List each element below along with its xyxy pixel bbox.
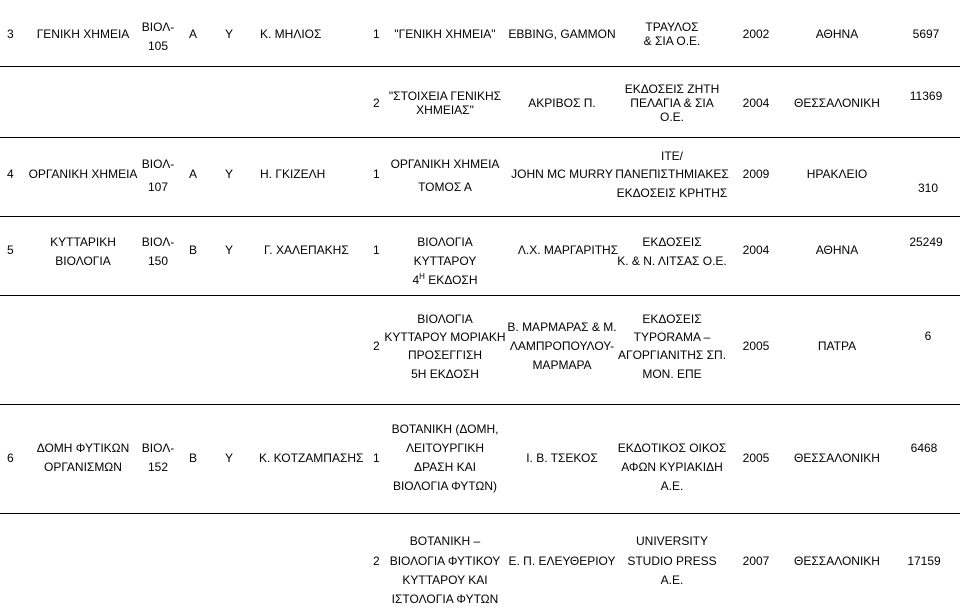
book-edition <box>412 273 477 287</box>
book-year: 2004 <box>742 243 770 257</box>
book-title: ΚΥΤΤΑΡΟΥ ΜΟΡΙΑΚΗ <box>384 330 506 344</box>
book-publisher: ΙΤΕ/ <box>660 149 684 163</box>
book-title: ΒΙΟΛΟΓΙΑ <box>417 312 473 326</box>
book-publisher: ΕΚΔΟΣΕΙΣ <box>642 235 702 249</box>
book-title: ΒΙΟΛΟΓΙΑ ΦΥΤΩΝ) <box>392 479 498 493</box>
course-number: 5 <box>7 243 14 257</box>
course-type: Υ <box>225 27 234 41</box>
book-publisher: ΕΚΔΟΣΕΙΣ <box>642 312 702 326</box>
book-author: Ε. Π. ΕΛΕΥΘΕΡΙΟΥ <box>508 554 616 568</box>
book-index: 1 <box>373 27 380 41</box>
book-city: ΘΕΣΣΑΛΟΝΙΚΗ <box>794 96 880 110</box>
course-number: 6 <box>7 451 14 465</box>
book-title: ΚΥΤΤΑΡΟΥ <box>413 254 477 268</box>
row-divider <box>0 404 960 405</box>
course-semester: Β <box>189 451 198 465</box>
book-publisher: ΕΚΔΟΣΕΙΣ ΖΗΤΗ <box>624 82 720 96</box>
book-publisher: & ΣΙΑ Ο.Ε. <box>643 34 701 48</box>
row-divider <box>0 216 960 217</box>
book-title: ΛΕΙΤΟΥΡΓΙΚΗ <box>405 441 485 455</box>
book-publisher: UNIVERSITY <box>635 534 709 548</box>
book-publisher: ΕΚΔΟΤΙΚΟΣ ΟΙΚΟΣ <box>617 441 727 455</box>
book-author: ΑΚΡΙΒΟΣ Π. <box>528 96 596 110</box>
book-year: 2007 <box>742 554 770 568</box>
book-title: ΠΡΟΣΕΓΓΙΣΗ <box>407 348 483 362</box>
book-id: 11369 <box>909 89 943 103</box>
course-semester: Β <box>189 243 198 257</box>
book-title: ΒΟΤΑΝΙΚΗ (ΔΟΜΗ, <box>391 422 499 436</box>
book-city: ΠΑΤΡΑ <box>817 339 857 353</box>
book-city: ΗΡΑΚΛΕΙΟ <box>806 167 868 181</box>
book-title: "ΓΕΝΙΚΗ ΧΗΜΕΙΑ" <box>394 27 496 41</box>
book-publisher: Α.Ε. <box>660 479 684 493</box>
book-publisher: STUDIO PRESS <box>627 554 717 568</box>
book-author: Β. ΜΑΡΜΑΡΑΣ & Μ. <box>507 320 617 334</box>
course-subject: ΓΕΝΙΚΗ ΧΗΜΕΙΑ <box>36 27 130 41</box>
edition-superscript: Η <box>419 272 425 281</box>
book-author: ΜΑΡΜΑΡΑ <box>532 358 592 372</box>
book-year: 2004 <box>742 96 770 110</box>
book-publisher: Κ. & Ν. ΛΙΤΣΑΣ Ο.Ε. <box>617 254 727 268</box>
book-title: ΚΥΤΤΑΡΟΥ ΚΑΙ <box>402 573 488 587</box>
book-id: 6468 <box>910 441 938 455</box>
edition-label: ΕΚΔΟΣΗ <box>428 273 478 287</box>
row-divider <box>0 66 960 67</box>
course-subject: ΟΡΓΑΝΙΣΜΩΝ <box>44 460 122 474</box>
book-author: Ι. Β. ΤΣΕΚΟΣ <box>526 451 598 465</box>
book-year: 2005 <box>742 339 770 353</box>
book-publisher: ΑΦΩΝ ΚΥΡΙΑΚΙΔΗ <box>621 460 723 474</box>
book-index: 1 <box>373 451 380 465</box>
book-title: ΟΡΓΑΝΙΚΗ ΧΗΜΕΙΑ <box>390 157 500 171</box>
book-title: ΒΙΟΛΟΓΙΑ ΦΥΤΙΚΟΥ <box>389 554 501 568</box>
course-code-number: 150 <box>147 254 169 268</box>
course-semester: Α <box>189 167 198 181</box>
book-id: 25249 <box>909 235 943 249</box>
book-author: EBBING, GAMMON <box>508 27 616 41</box>
book-id: 6 <box>924 329 932 343</box>
course-semester: Α <box>189 27 198 41</box>
course-code-number: 152 <box>147 460 169 474</box>
edition-number: 4 <box>412 273 420 287</box>
book-index: 2 <box>373 339 380 353</box>
book-title: 5Η ΕΚΔΟΣΗ <box>411 367 479 381</box>
book-index: 2 <box>373 554 380 568</box>
book-publisher: ΜΟΝ. ΕΠΕ <box>642 367 702 381</box>
course-code: ΒΙΟΛ- <box>141 235 175 249</box>
book-publisher: ΠΕΛΑΓΙΑ & ΣΙΑ <box>630 96 714 110</box>
course-teacher: Γ. ΧΑΛΕΠΑΚΗΣ <box>264 243 349 257</box>
book-author: JOHN MC MURRY <box>511 167 613 181</box>
row-divider <box>0 295 960 296</box>
book-index: 1 <box>373 243 380 257</box>
book-title: ΧΗΜΕΙΑΣ" <box>416 103 474 117</box>
course-teacher: Κ. ΚΟΤΖΑΜΠΑΣΗΣ <box>259 451 364 465</box>
course-subject: ΟΡΓΑΝΙΚΗ ΧΗΜΕΙΑ <box>28 167 138 181</box>
book-author: Λ.Χ. ΜΑΡΓΑΡΙΤΗΣ <box>517 243 619 257</box>
book-title: ΒΙΟΛΟΓΙΑ <box>417 235 473 249</box>
book-title: ΤΟΜΟΣ Α <box>418 180 472 194</box>
course-code-number: 107 <box>147 180 169 194</box>
row-divider <box>0 137 960 138</box>
course-number: 3 <box>7 27 14 41</box>
book-city: ΑΘΗΝΑ <box>815 243 859 257</box>
course-subject: ΔΟΜΗ ΦΥΤΙΚΩΝ <box>36 441 130 455</box>
book-title: "ΣΤΟΙΧΕΙΑ ΓΕΝΙΚΗΣ <box>388 89 502 103</box>
book-city: ΑΘΗΝΑ <box>815 27 859 41</box>
book-publisher: ΕΚΔΟΣΕΙΣ ΚΡΗΤΗΣ <box>616 186 728 200</box>
book-id: 5697 <box>912 27 940 41</box>
book-author: ΛΑΜΠΡΟΠΟΥΛΟΥ- <box>509 339 615 353</box>
book-id: 310 <box>917 181 939 195</box>
course-code: ΒΙΟΛ- <box>141 157 175 171</box>
book-publisher: ΑΓΟΡΓΙΑΝΙΤΗΣ ΣΠ. <box>617 348 727 362</box>
book-index: 2 <box>373 96 380 110</box>
book-publisher: TYPORAMA – <box>633 330 711 344</box>
course-subject: ΒΙΟΛΟΓΙΑ <box>55 254 111 268</box>
book-city: ΘΕΣΣΑΛΟΝΙΚΗ <box>794 554 880 568</box>
book-publisher: ΤΡΑΥΛΟΣ <box>645 20 699 34</box>
course-teacher: Κ. ΜΗΛΙΟΣ <box>260 27 322 41</box>
book-publisher: Ο.Ε. <box>659 110 685 124</box>
book-publisher: ΠΑΝΕΠΙΣΤΗΜΙΑΚΕΣ <box>615 167 729 181</box>
book-year: 2002 <box>742 27 770 41</box>
course-code: ΒΙΟΛ- <box>141 441 175 455</box>
course-code-number: 105 <box>147 39 169 53</box>
course-type: Υ <box>225 167 234 181</box>
book-id: 17159 <box>907 554 941 568</box>
book-title: ΔΡΑΣΗ ΚΑΙ <box>414 460 476 474</box>
book-title: ΙΣΤΟΛΟΓΙΑ ΦΥΤΩΝ <box>391 592 499 606</box>
book-year: 2005 <box>742 451 770 465</box>
book-publisher: Α.Ε. <box>660 573 684 587</box>
course-number: 4 <box>7 167 14 181</box>
course-code: ΒΙΟΛ- <box>141 20 175 34</box>
course-subject: ΚΥΤΤΑΡΙΚΗ <box>50 235 116 249</box>
book-city: ΘΕΣΣΑΛΟΝΙΚΗ <box>794 451 880 465</box>
course-type: Υ <box>225 451 234 465</box>
row-divider <box>0 513 960 514</box>
book-index: 1 <box>373 167 380 181</box>
course-teacher: Η. ΓΚΙΖΕΛΗ <box>260 167 326 181</box>
course-type: Υ <box>225 243 234 257</box>
book-year: 2009 <box>742 167 770 181</box>
book-title: ΒΟΤΑΝΙΚΗ – <box>409 534 481 548</box>
